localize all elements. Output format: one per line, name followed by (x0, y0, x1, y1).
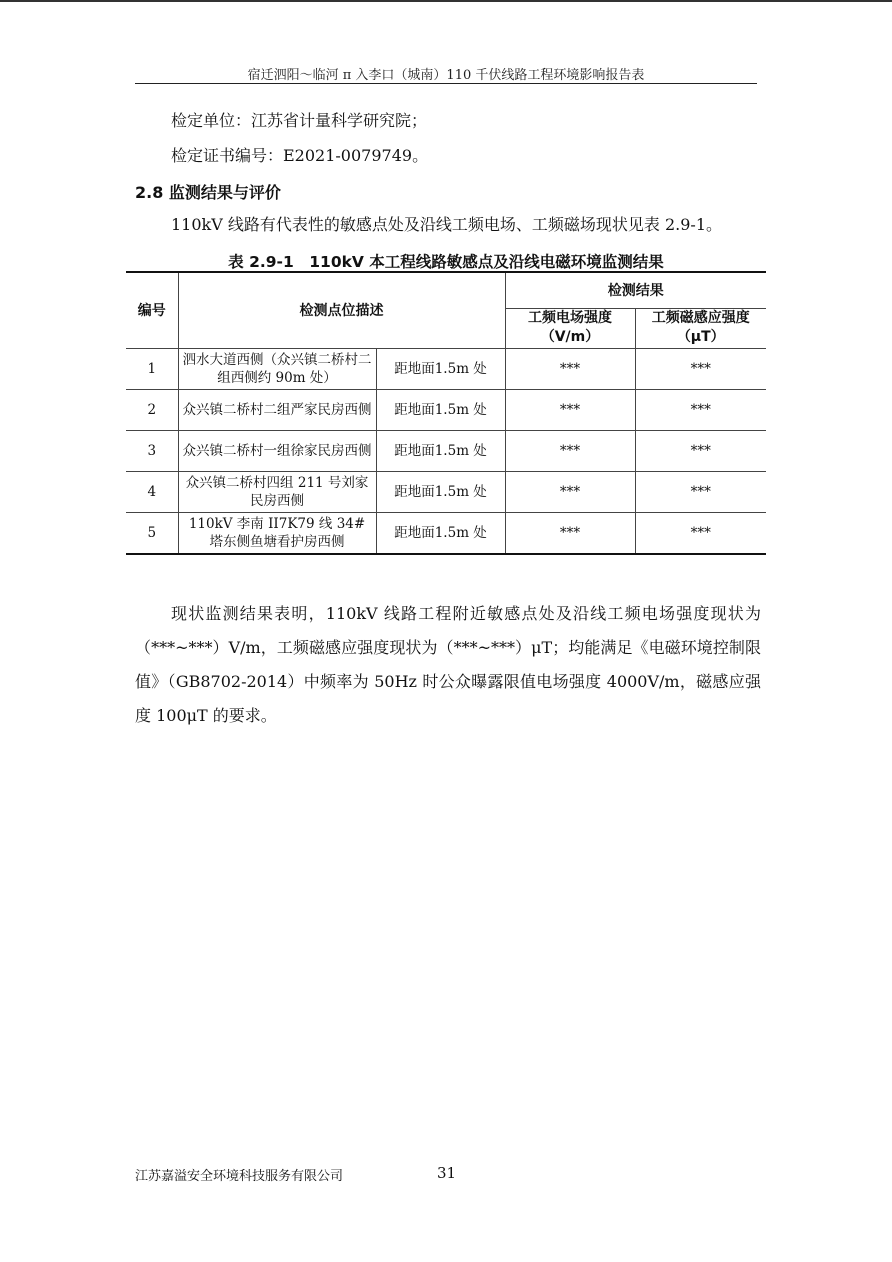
page-number: 31 (437, 1164, 457, 1182)
table-row (126, 389, 766, 430)
row-height: 距地面1.5m 处 (376, 512, 505, 554)
header-e-field: 工频电场强度 （V/m） (505, 308, 635, 348)
row-e-value: *** (505, 512, 635, 554)
row-b-value: *** (635, 430, 766, 471)
header-rule (135, 83, 757, 84)
row-b-value: *** (635, 348, 766, 389)
row-height: 距地面1.5m 处 (376, 471, 505, 512)
calibration-unit: 检定单位：江苏省计量科学研究院； (171, 111, 428, 130)
row-b-value: *** (635, 512, 766, 554)
row-height: 距地面1.5m 处 (376, 389, 505, 430)
page-top-border (0, 0, 892, 2)
footer-company: 江苏嘉溢安全环境科技服务有限公司 (135, 1169, 344, 1184)
row-b-value: *** (635, 471, 766, 512)
monitoring-results-table (126, 271, 766, 555)
conclusion-paragraph: 现状监测结果表明，110kV 线路工程附近敏感点处及沿线工频电场强度现状为（***~***）V/m，工频磁感应强度现状为（***~***）μT；均能满足《电磁环境控制限值》（GB8702-2014）中频率为 50Hz 时公众曝露限值电场强度 4000V/m，磁感应强度 100μT 的要求。 (135, 604, 761, 725)
row-no: 4 (126, 471, 178, 512)
row-location: 110kV 李南 II7K79 线 34# 塔东侧鱼塘看护房西侧 (178, 512, 376, 554)
row-height: 距地面1.5m 处 (376, 430, 505, 471)
section-heading: 2.8 监测结果与评价 (135, 183, 281, 202)
header-location: 检测点位描述 (178, 272, 505, 348)
table-row (126, 512, 766, 554)
header-no: 编号 (126, 272, 178, 348)
row-location: 众兴镇二桥村二组严家民房西侧 (178, 389, 376, 430)
running-header: 宿迁泗阳～临河 π 入李口（城南）110 千伏线路工程环境影响报告表 (247, 68, 645, 83)
header-b-field: 工频磁感应强度 （μT） (635, 308, 766, 348)
table-title: 表 2.9-1 110kV 本工程线路敏感点及沿线电磁环境监测结果 (228, 253, 664, 271)
row-no: 5 (126, 512, 178, 554)
row-e-value: *** (505, 389, 635, 430)
row-e-value: *** (505, 348, 635, 389)
table-row (126, 471, 766, 512)
row-no: 2 (126, 389, 178, 430)
row-no: 1 (126, 348, 178, 389)
row-location: 众兴镇二桥村一组徐家民房西侧 (178, 430, 376, 471)
row-e-value: *** (505, 471, 635, 512)
table-row (126, 348, 766, 389)
section-lead: 110kV 线路有代表性的敏感点处及沿线工频电场、工频磁场现状见表 2.9-1。 (171, 215, 722, 234)
row-b-value: *** (635, 389, 766, 430)
row-location: 众兴镇二桥村四组 211 号刘家民房西侧 (178, 471, 376, 512)
row-location: 泗水大道西侧（众兴镇二桥村二组西侧约 90m 处） (178, 348, 376, 389)
row-no: 3 (126, 430, 178, 471)
calibration-certificate: 检定证书编号：E2021-0079749。 (171, 146, 429, 165)
header-results: 检测结果 (505, 272, 766, 308)
table-row (126, 430, 766, 471)
row-height: 距地面1.5m 处 (376, 348, 505, 389)
row-e-value: *** (505, 430, 635, 471)
